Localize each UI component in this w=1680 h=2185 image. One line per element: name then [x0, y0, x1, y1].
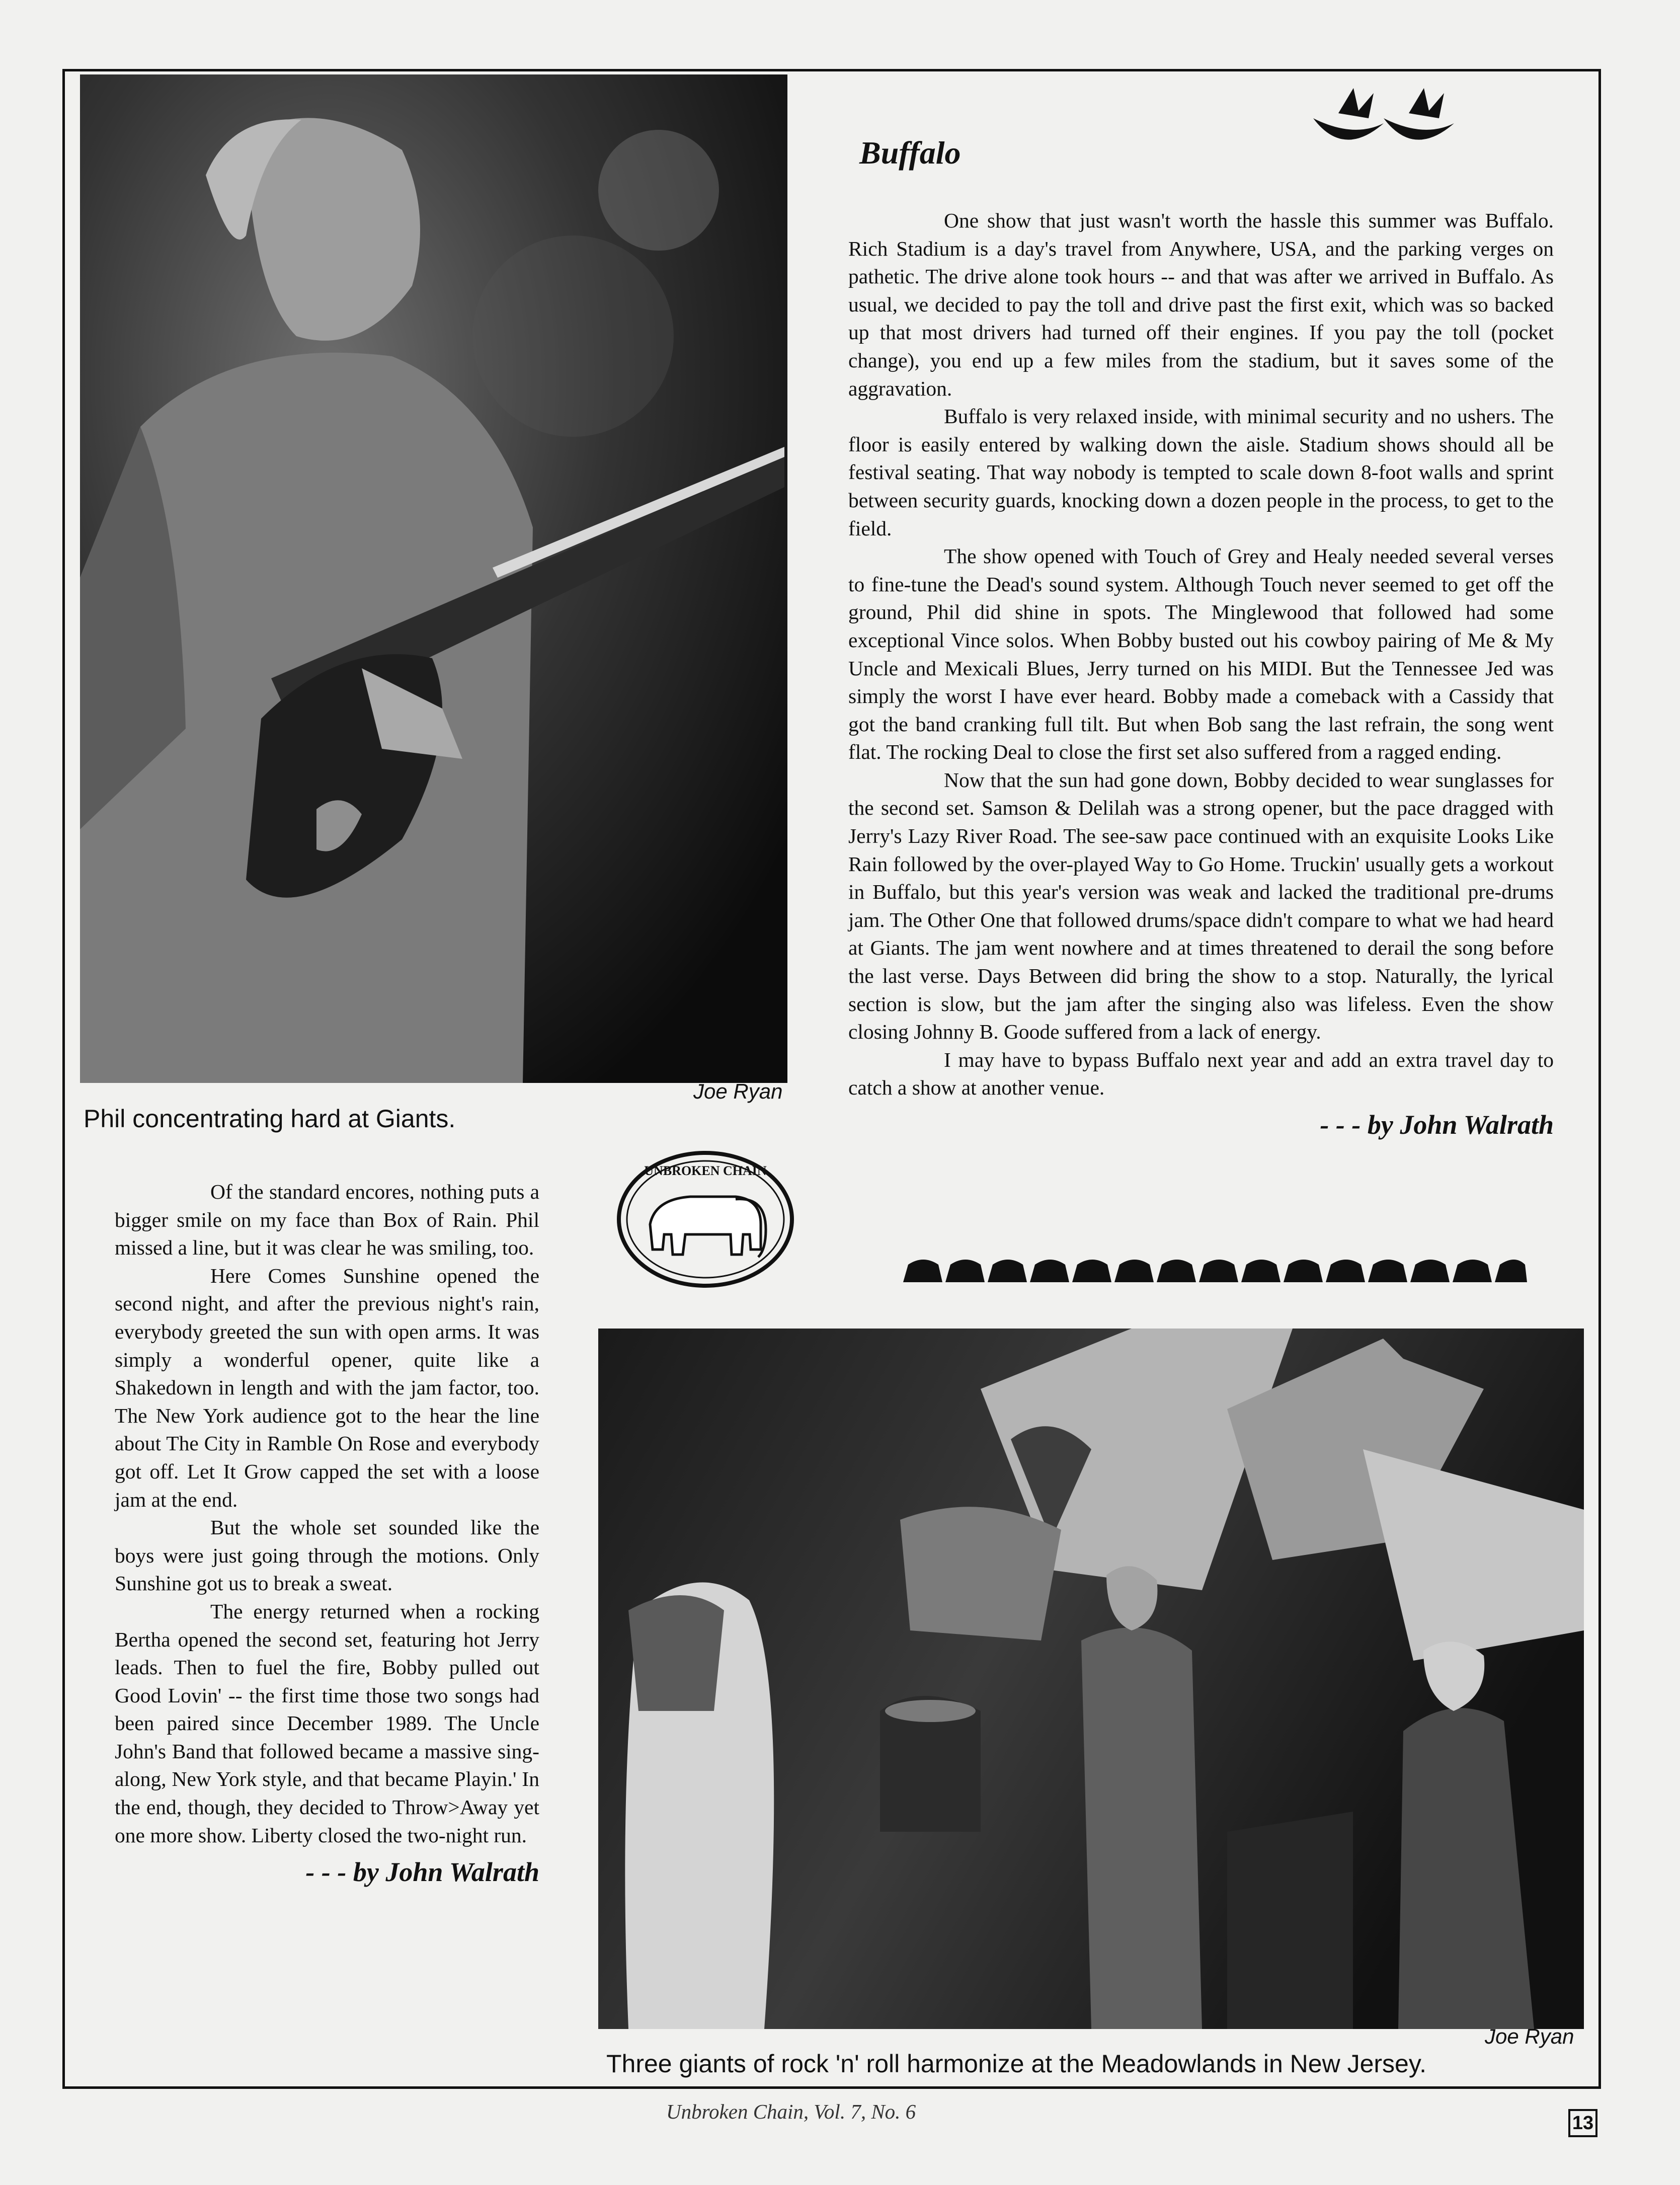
- byline: - - - by John Walrath: [1320, 1110, 1554, 1140]
- byline: - - - by John Walrath: [305, 1857, 539, 1888]
- publication-footer: Unbroken Chain, Vol. 7, No. 6: [666, 2100, 916, 2123]
- paragraph: But the whole set sounded like the boys were just going through the motions. Only Sunshine got us to break a sweat.: [115, 1516, 539, 1595]
- photo-meadowlands: [598, 1329, 1584, 2029]
- paragraph: Buffalo is very relaxed inside, with minimal security and no ushers. The floor is easily entered by walking down the aisle. Stadium shows should all be festival seating. That way nobody is tempted to scale down 8-foot walls and sprint between security guards, knocking down a dozen people in the process, to get to the field.: [848, 405, 1554, 540]
- paragraph: The show opened with Touch of Grey and Healy needed several verses to fine-tune the Dead's sound system. Although Touch never seemed to get off the ground, Phil did shine in spots. The Minglewood that followed had some exceptional Vince solos. When Bobby busted out his cowboy pairing of Me & My Uncle and Mexicali Blues, Jerry turned on his MIDI. But the Tennessee Jed was simply the worst I have ever heard. Bobby made a comeback with a Cassidy that got the band cranking full tilt. But when Bob sang the last refrain, the song went flat. The rocking Deal to close the first set also suffered from a ragged ending.: [848, 544, 1554, 764]
- paragraph: One show that just wasn't worth the hassle this summer was Buffalo. Rich Stadium is a day's travel from Anywhere, USA, and the parking verges on pathetic. The drive alone took hours -- and that was after we arrived in Buffalo. As usual, we decided to pay the toll and drive past the first exit, which was so backed up that most drivers had turned off their engines. If you pay the toll (pocket change), you end up a few miles from the stadium, but it saves some of the aggravation.: [848, 209, 1554, 400]
- paragraph: Now that the sun had gone down, Bobby decided to wear sunglasses for the second set. Samson & Delilah was a strong opener, but the pace dragged with Jerry's Lazy River Road. The see-saw pace continued with an exquisite Looks Like Rain followed by the over-played Way to Go Home. Truckin' usually gets a workout in Buffalo, but this year's version was weak and lacked the traditional pre-drums jam. The Other One that followed drums/space didn't compare to what we had heard at Giants. The jam went nowhere and at times threatened to derail the song before the last verse. Days Between did bring the show to a stop. Naturally, the lyrical section is slow, but the jam after the singing also was lifeless. Even the show closing Johnny B. Goode suffered from a lack of energy.: [848, 768, 1554, 1044]
- photo-phil: [80, 74, 787, 1083]
- elephant-logo-icon: [615, 1149, 796, 1290]
- flower-ornament-icon: [1308, 83, 1459, 159]
- piano-divider-icon: [903, 1255, 1527, 1288]
- paragraph: The energy returned when a rocking Bertha opened the second set, featuring hot Jerry leads. Then to fuel the fire, Bobby pulled out Good Lovin' -- the first time those two songs had been paired since December 1989. The Uncle John's Band that followed became a massive sing-along, New York style, and that became Playin.' In the end, though, they decided to Throw>Away yet one more show. Liberty closed the two-night run.: [115, 1599, 539, 1847]
- photo-credit-left: Joe Ryan: [693, 1079, 783, 1103]
- svg-text:UNBROKEN CHAIN: UNBROKEN CHAIN: [644, 1163, 767, 1178]
- article-encores: [115, 1178, 539, 1890]
- photo-caption-bottom: Three giants of rock 'n' roll harmonize at the Meadowlands in New Jersey.: [606, 2050, 1427, 2078]
- paragraph: Of the standard encores, nothing puts a bigger smile on my face than Box of Rain. Phil missed a line, but it was clear he was smiling, too.: [115, 1180, 539, 1260]
- photo-caption-left: Phil concentrating hard at Giants.: [84, 1105, 456, 1133]
- paragraph: I may have to bypass Buffalo next year and add an extra travel day to catch a show at another venue.: [848, 1048, 1554, 1100]
- page-number: 13: [1568, 2109, 1597, 2137]
- article-buffalo: [848, 207, 1554, 1142]
- paragraph: Here Comes Sunshine opened the second night, and after the previous night's rain, everybody greeted the sun with open arms. It was simply a wonderful opener, quite like a Shakedown in length and with the jam factor, too. The New York audience got to the hear the line about The City in Ramble On Rose and everybody got off. Let It Grow capped the set with a loose jam at the end.: [115, 1264, 539, 1511]
- photo-credit-bottom: Joe Ryan: [1485, 2024, 1574, 2048]
- article-heading: Buffalo: [859, 135, 961, 171]
